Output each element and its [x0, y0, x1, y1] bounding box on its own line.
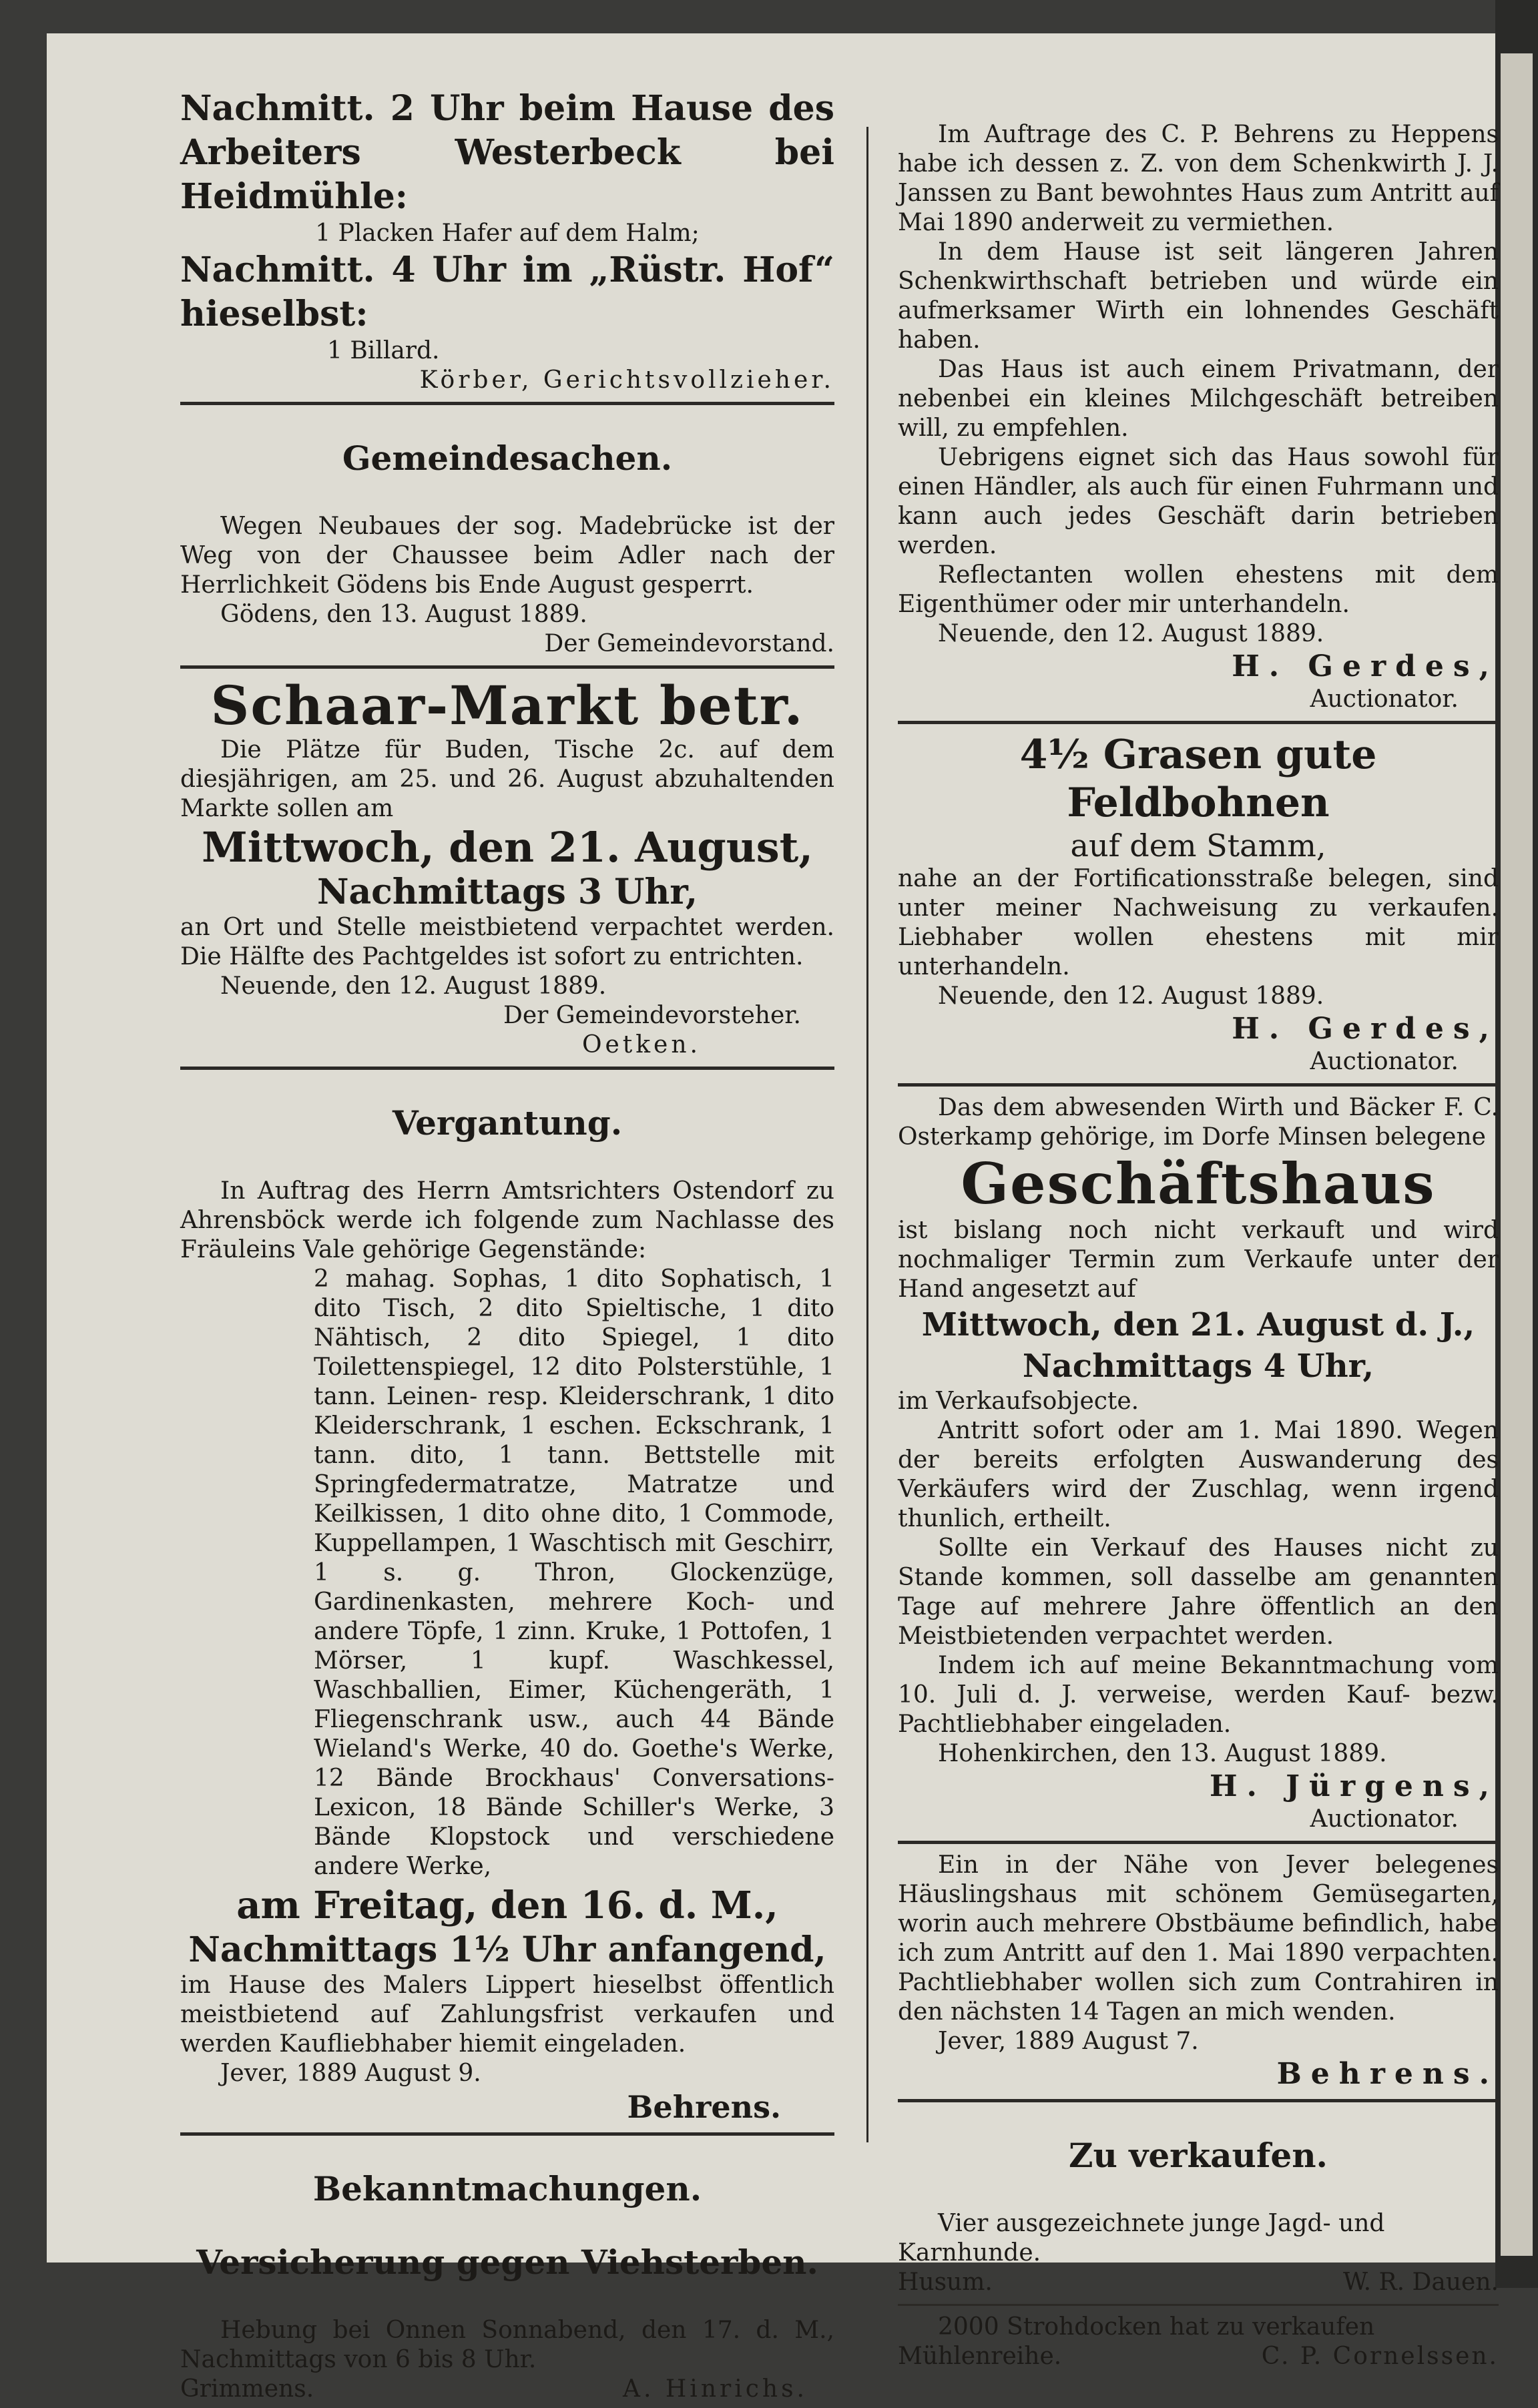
bohnen-signature: H. Gerdes,: [1232, 1012, 1499, 1046]
divider-r5: [898, 2304, 1499, 2306]
vergantung-date: Jever, 1889 August 9.: [220, 2060, 481, 2087]
schaar-time: Nachmittags 3 Uhr,: [316, 872, 698, 912]
divider-r2: [898, 1083, 1499, 1087]
divider-2: [180, 665, 834, 669]
divider-r1: [898, 721, 1499, 724]
auction-line-4: 1 Billard.: [327, 337, 440, 364]
geschaeft-notice: [898, 1093, 1499, 1834]
verkauf-footer: [898, 2268, 1499, 2297]
geschaeft-text: ist bislang noch nicht verkauft und wird nochmaliger Termin zum Verkaufe unter der Hand angesetzt auf: [898, 1217, 1499, 1303]
vergantung-time: Nachmittags 1½ Uhr anfangend,: [188, 1929, 826, 1970]
divider-3: [180, 1067, 834, 1070]
haus-signature: H. Gerdes,: [1232, 649, 1499, 683]
vergantung-intro: In Auftrag des Herrn Amtsrichters Ostendorf zu Ahrensböck werde ich folgende zum Nachlasse des Fräuleins Vale gehörige Gegenstände:: [180, 1177, 834, 1263]
haus-p3: Das Haus ist auch einem Privatmann, der nebenbei ein kleines Milchgeschäft betreiben will, zu empfehlen.: [898, 356, 1499, 442]
haus-date: Neuende, den 12. August 1889.: [938, 620, 1324, 647]
geschaeft-intro: Das dem abwesenden Wirth und Bäcker F. C. Osterkamp gehörige, im Dorfe Minsen belegene: [898, 1094, 1499, 1151]
geschaeft-p4: Indem ich auf meine Bekanntmachung vom 10. Juli d. J. verweise, werden Kauf- bezw. Pachtliebhaber eingeladen.: [898, 1652, 1499, 1738]
bekannt-footer: [180, 2375, 834, 2404]
gemeinde-title: Gemeindesachen.: [342, 438, 673, 478]
column-divider: [866, 127, 868, 2142]
schaar-notice: [180, 675, 834, 1060]
divider-r4: [898, 2099, 1499, 2102]
schaar-title: Schaar-Markt betr.: [210, 674, 804, 737]
schaar-text: Die Plätze für Buden, Tische 2c. auf dem diesjährigen, am 25. und 26. August abzuhaltenden Markte sollen am: [180, 736, 834, 822]
schaar-signature-2: Oetken.: [581, 1031, 701, 1059]
gemeinde-notice: [180, 438, 834, 659]
haus-notice: [898, 120, 1499, 714]
bohnen-title: 4½ Grasen gute Feldbohnen: [1019, 731, 1377, 826]
verkauf-place: Husum.: [898, 2269, 993, 2296]
bekannt-notice: [180, 2169, 834, 2404]
haus-p4: Uebrigens eignet sich das Haus sowohl für einen Händler, als auch für einen Fuhrmann und kann auch jedes Geschäft darin betrieben werden.: [898, 444, 1499, 559]
vergantung-notice: [180, 1103, 834, 2126]
bohnen-subtitle: auf dem Stamm,: [1070, 828, 1326, 864]
geschaeft-time: Nachmittags 4 Uhr,: [1022, 1347, 1374, 1385]
bohnen-date: Neuende, den 12. August 1889.: [938, 982, 1324, 1010]
right-column: [898, 120, 1499, 2375]
geschaeft-role: Auctionator.: [1310, 1805, 1459, 1833]
left-column: [180, 87, 834, 2408]
stroh-signature: C. P. Cornelssen.: [1261, 2343, 1499, 2370]
geschaeft-signature: H. Jürgens,: [1209, 1769, 1499, 1803]
verkauf-signature: W. R. Dauen.: [1342, 2269, 1499, 2296]
bohnen-role: Auctionator.: [1310, 1048, 1459, 1075]
schaar-text-2: an Ort und Stelle meistbietend verpachtet werden. Die Hälfte des Pachtgeldes ist sofort zu entrichten.: [180, 914, 834, 970]
vergantung-title: Vergantung.: [392, 1103, 623, 1143]
stroh-notice: [898, 2313, 1499, 2371]
haeusling-signature: Behrens.: [1276, 2057, 1499, 2091]
haeusling-notice: [898, 1851, 1499, 2092]
schaar-date: Neuende, den 12. August 1889.: [220, 972, 607, 1000]
auction-signature: Körber, Gerichtsvollzieher.: [419, 366, 834, 394]
geschaeft-title: Geschäftshaus: [961, 1151, 1436, 1217]
divider-r3: [898, 1841, 1499, 1844]
auction-notice: [180, 87, 834, 395]
divider-1: [180, 402, 834, 405]
geschaeft-p3: Sollte ein Verkauf des Hauses nicht zu Stande kommen, soll dasselbe am genannten Tage auf mehrere Jahre öffentlich an den Meistbietenden verpachtet werden.: [898, 1534, 1499, 1650]
bohnen-notice: [898, 731, 1499, 1077]
verkauf-notice: [898, 2136, 1499, 2297]
haus-p5: Reflectanten wollen ehestens mit dem Eigenthümer oder mir unterhandeln.: [898, 561, 1499, 618]
geschaeft-day: Mittwoch, den 21. August d. J.,: [921, 1306, 1475, 1343]
haeusling-date: Jever, 1889 August 7.: [938, 2028, 1199, 2055]
bohnen-text: nahe an der Fortificationsstraße belegen, sind unter meiner Nachweisung zu verkaufen. Liebhaber wollen ehestens mit mir unterhandeln.: [898, 865, 1499, 980]
haus-p1: Im Auftrage des C. P. Behrens zu Heppens habe ich dessen z. Z. von dem Schenkwirth J. J. Janssen zu Bant bewohntes Haus zum Antritt auf Mai 1890 anderweit zu vermiethen.: [898, 121, 1499, 236]
auction-line-2: 1 Placken Hafer auf dem Halm;: [315, 220, 700, 247]
gemeinde-signature: Der Gemeindevorstand.: [544, 630, 834, 657]
geschaeft-p2: Antritt sofort oder am 1. Mai 1890. Wegen der bereits erfolgten Auswanderung des Verkäufers wird der Zuschlag, wenn irgend thunlich, ertheilt.: [898, 1417, 1499, 1532]
vergantung-items: 2 mahag. Sophas, 1 dito Sophatisch, 1 dito Tisch, 2 dito Spieltische, 1 dito Nähtisch, 2 dito Spiegel, 1 dito Toilettenspiegel, 12 dito Polsterstühle, 1 tann. Leinen- resp. Kleiderschrank, 1 dito Kleiderschrank, 1 eschen. Eckschrank, 1 tann. dito, 1 tann. Bettstelle mit Springfedermatratze, Matratze und Keilkissen, 1 dito ohne dito, 1 Commode, Kuppellampen, 1 Waschtisch mit Geschirr, 1 s. g. Thron, Glockenzüge, Gardinenkasten, mehrere Koch- und andere Töpfe, 1 zinn. Kruke, 1 Pottofen, 1 Mörser, 1 kupf. Waschkessel, Waschballien, Eimer, Küchengeräth, 1 Fliegenschrank usw., auch 44 Bände Wieland's Werke, 40 do. Goethe's Werke, 12 Bände Brockhaus' Conversations-Lexicon, 18 Bände Schiller's Werke, 3 Bände Klopstock und verschiedene andere Werke,: [314, 1265, 834, 1880]
stroh-place: Mühlenreihe.: [898, 2343, 1062, 2370]
vergantung-signature: Behrens.: [627, 2089, 781, 2125]
vergantung-day: am Freitag, den 16. d. M.,: [236, 1883, 778, 1927]
geschaeft-date: Hohenkirchen, den 13. August 1889.: [938, 1740, 1387, 1767]
divider-4: [180, 2132, 834, 2136]
bekannt-title: Bekanntmachungen.: [312, 2169, 702, 2208]
schaar-day: Mittwoch, den 21. August,: [202, 823, 813, 872]
gemeinde-date: Gödens, den 13. August 1889.: [220, 601, 587, 628]
stroh-text: 2000 Strohdocken hat zu verkaufen: [938, 2313, 1375, 2341]
stroh-footer: [898, 2342, 1499, 2371]
schaar-signature-1: Der Gemeindevorsteher.: [503, 1002, 801, 1029]
bekannt-place: Grimmens.: [180, 2375, 314, 2403]
verkauf-text: Vier ausgezeichnete junge Jagd- und Karnhunde.: [898, 2210, 1385, 2267]
bekannt-subtitle: Versicherung gegen Viehsterben.: [196, 2242, 818, 2282]
vergantung-text-2: im Hause des Malers Lippert hieselbst öffentlich meistbietend auf Zahlungsfrist verkaufen und werden Kaufliebhaber hiemit eingeladen.: [180, 1972, 834, 2058]
auction-line-3: Nachmitt. 4 Uhr im „Rüstr. Hof“ hieselbst:: [180, 250, 834, 334]
haus-role: Auctionator.: [1310, 685, 1459, 713]
gemeinde-text: Wegen Neubaues der sog. Madebrücke ist der Weg von der Chaussee beim Adler nach der Herrlichkeit Gödens bis Ende August gesperrt.: [180, 513, 834, 599]
auction-line-1: Nachmitt. 2 Uhr beim Hause des Arbeiters Westerbeck bei Heidmühle:: [180, 88, 834, 217]
bekannt-text: Hebung bei Onnen Sonnabend, den 17. d. M., Nachmittags von 6 bis 8 Uhr.: [180, 2317, 834, 2373]
bekannt-signature: A. Hinrichs.: [623, 2375, 808, 2403]
verkauf-title: Zu verkaufen.: [1069, 2136, 1328, 2175]
adjacent-page-edge: [1501, 53, 1533, 2256]
haeusling-text: Ein in der Nähe von Jever belegenes Häuslingshaus mit schönem Gemüsegarten, worin auch mehrere Obstbäume befindlich, habe ich zum Antritt auf den 1. Mai 1890 verpachten. Pachtliebhaber wollen sich zum Contrahiren in den nächsten 14 Tagen an mich wenden.: [898, 1851, 1499, 2026]
geschaeft-place: im Verkaufsobjecte.: [898, 1388, 1139, 1415]
haus-p2: In dem Hause ist seit längeren Jahren Schenkwirthschaft betrieben und würde ein aufmerksamer Wirth ein lohnendes Geschäft haben.: [898, 238, 1499, 354]
